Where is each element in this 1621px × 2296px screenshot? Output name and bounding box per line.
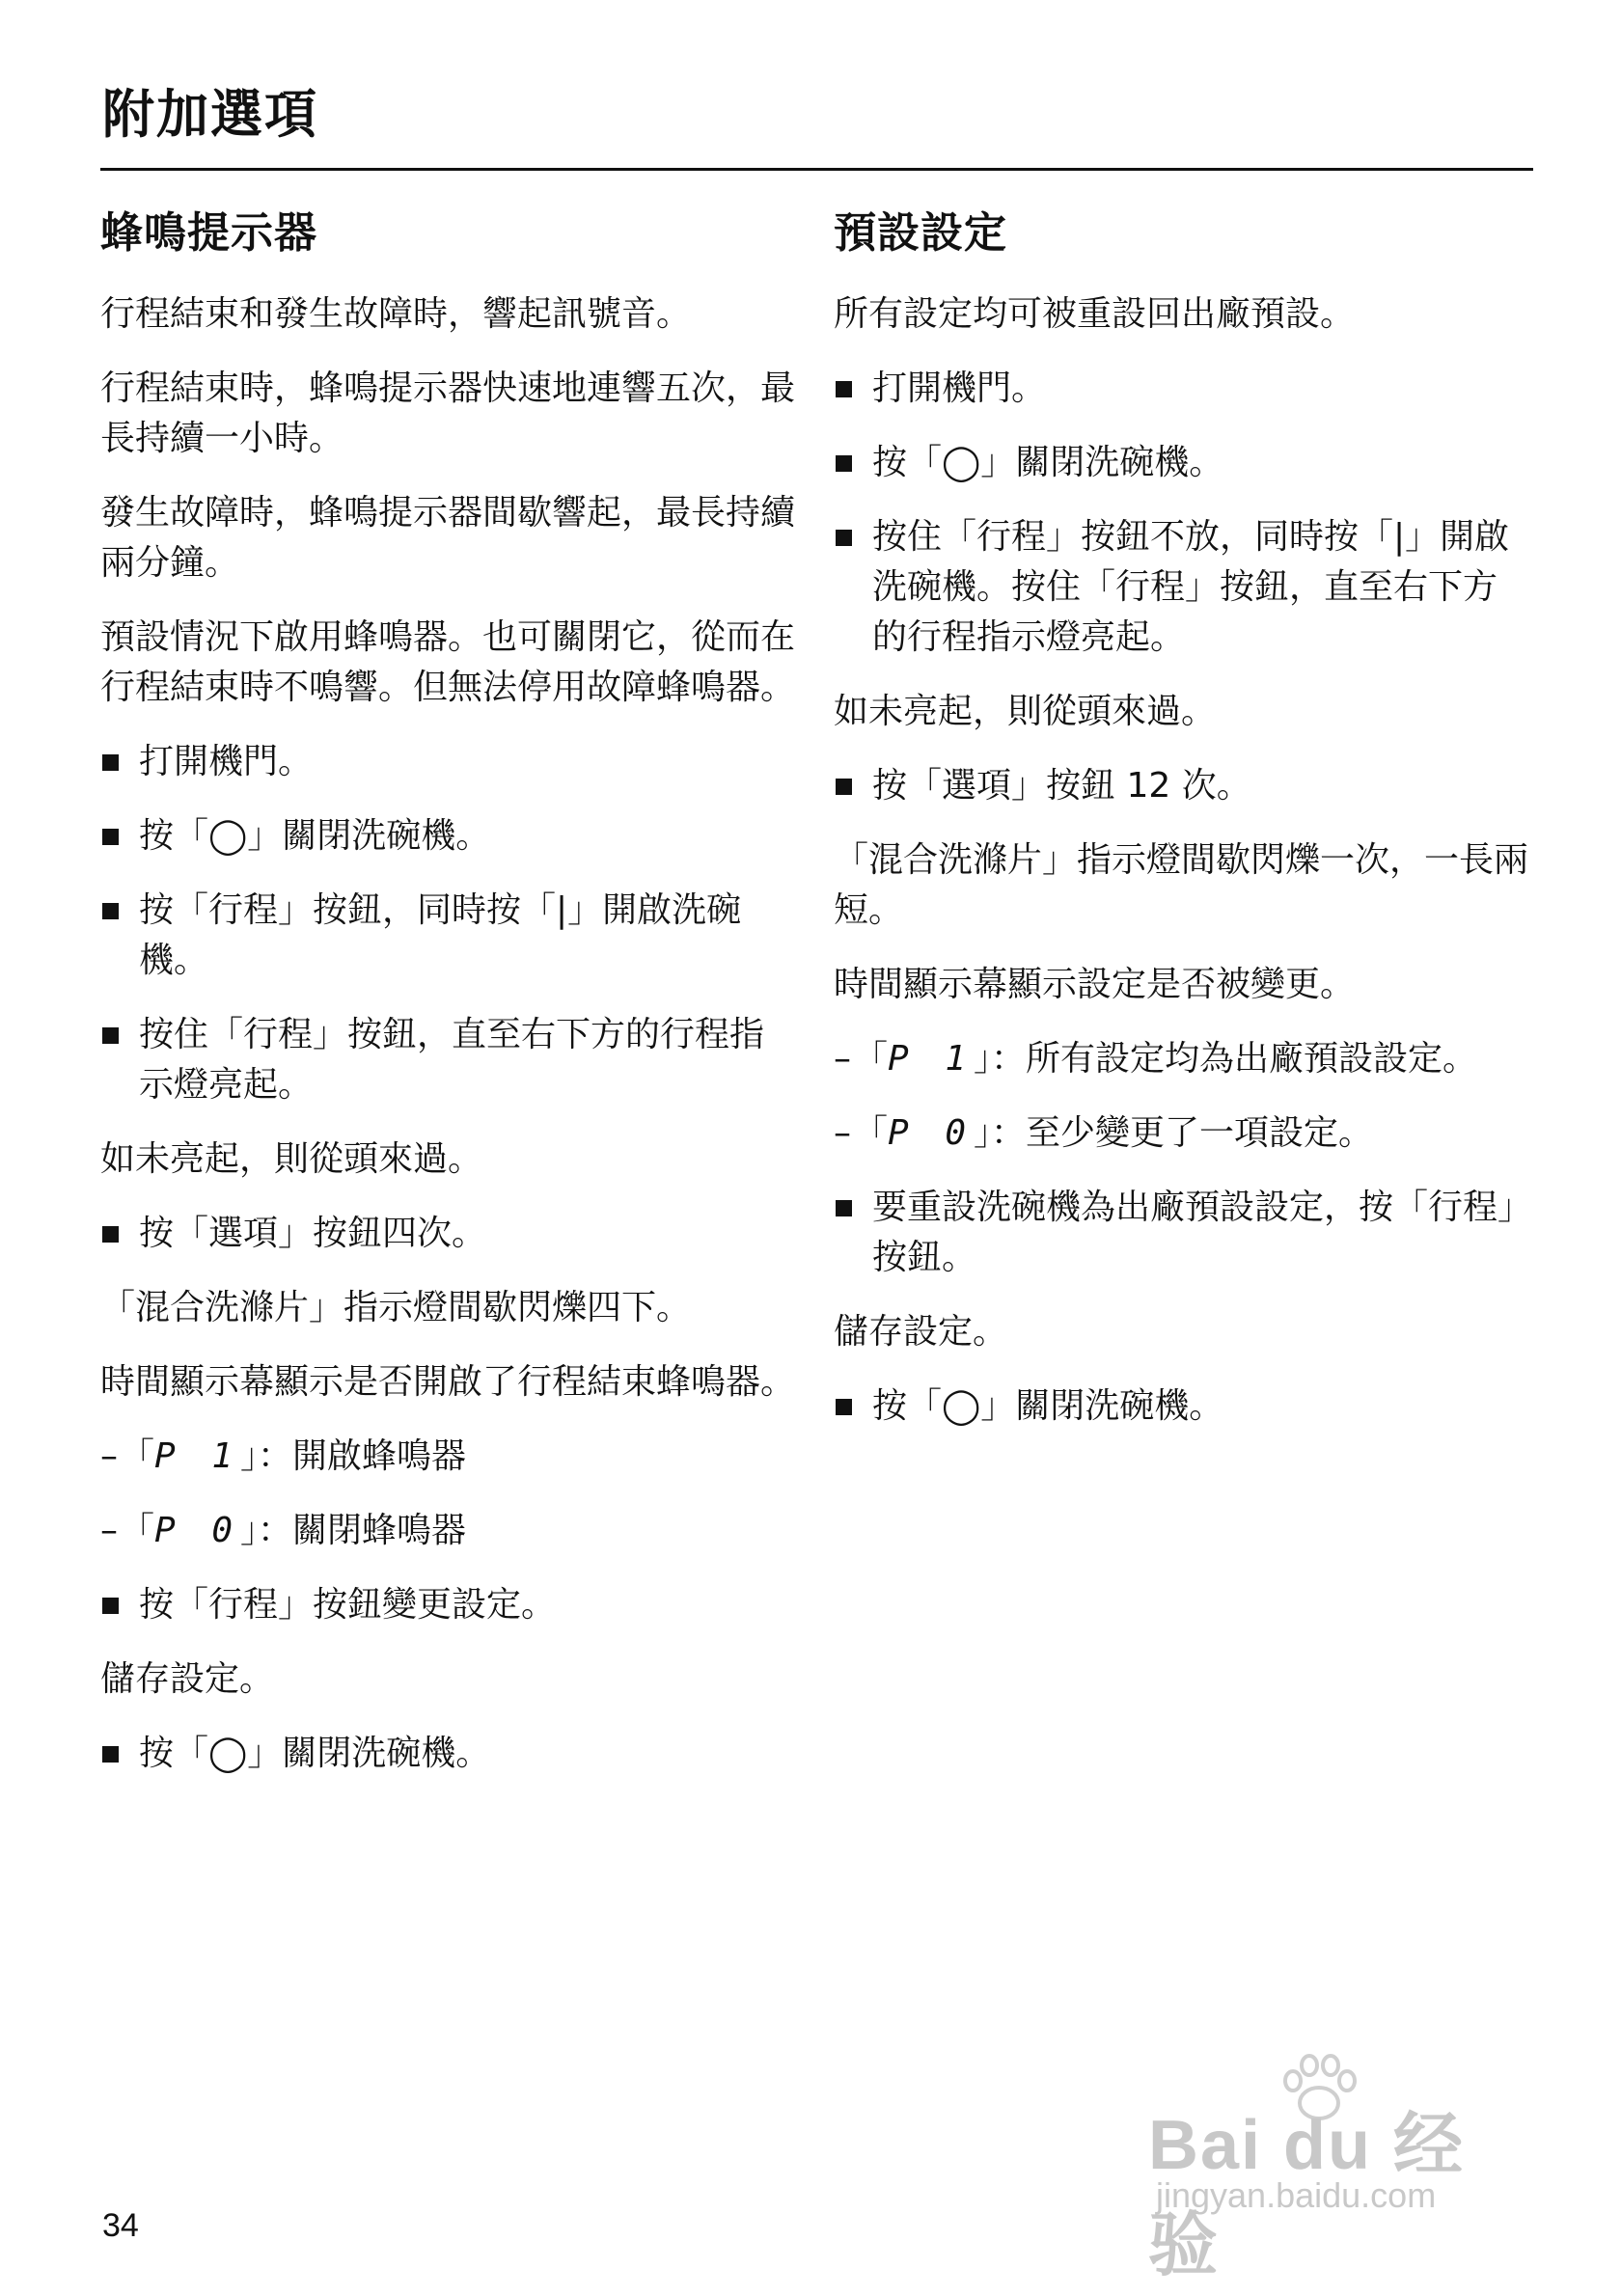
- step-text: 按「◯」關閉洗碗機。: [872, 1386, 1224, 1426]
- instruction-step: [100, 1209, 795, 1259]
- bracket-open: 「: [120, 1436, 155, 1476]
- paragraph: 時間顯示幕顯示設定是否被變更。: [834, 965, 1356, 1004]
- bullet-square-icon: [102, 1746, 119, 1763]
- dash-icon: –: [100, 1511, 118, 1550]
- bullet-square-icon: [836, 1200, 852, 1216]
- page-title: 附加選項: [102, 84, 318, 145]
- instruction-step: [100, 811, 795, 861]
- title-rule: [100, 168, 1533, 171]
- step-text: 按「行程」按鈕，同時按「|」開啟洗碗機。: [139, 890, 742, 980]
- bullet-square-icon: [836, 530, 852, 546]
- bullet-square-icon: [102, 829, 119, 845]
- bullet-square-icon: [102, 1598, 119, 1614]
- bullet-square-icon: [836, 455, 852, 472]
- step-text: 打開機門。: [872, 369, 1047, 408]
- watermark-url: jingyan.baidu.com: [1156, 2175, 1437, 2215]
- display-code: P 1: [154, 1436, 241, 1476]
- dash-icon: –: [834, 1039, 851, 1079]
- display-option-item: [834, 1108, 1528, 1159]
- instruction-step: [100, 1729, 795, 1779]
- instruction-step: [100, 1580, 795, 1630]
- display-code: P 0: [154, 1511, 241, 1550]
- option-description: 」：開啟蜂鳴器: [240, 1436, 467, 1476]
- display-option-item: [100, 1506, 795, 1556]
- instruction-step: [834, 1183, 1528, 1283]
- section-heading-buzzer: 蜂鳴提示器: [100, 208, 317, 258]
- step-text: 按「選項」按鈕 12 次。: [872, 766, 1251, 806]
- paragraph: 預設情況下啟用蜂鳴器。也可關閉它，從而在行程結束時不鳴響。但無法停用故障蜂鳴器。: [100, 617, 796, 707]
- option-description: 」：至少變更了一項設定。: [974, 1113, 1374, 1153]
- step-text: 要重設洗碗機為出廠預設設定，按「行程」按鈕。: [872, 1188, 1516, 1277]
- page-number: 34: [102, 2207, 139, 2244]
- paragraph: 如未亮起，則從頭來過。: [834, 692, 1217, 731]
- bullet-square-icon: [102, 1027, 119, 1044]
- left-blocks: [100, 289, 795, 1779]
- paragraph: 行程結束時，蜂鳴提示器快速地連響五次，最長持續一小時。: [100, 369, 796, 458]
- display-code: P 1: [888, 1039, 975, 1079]
- dash-icon: –: [100, 1436, 118, 1476]
- paragraph: 「混合洗滌片」指示燈間歇閃爍一次，一長兩短。: [834, 840, 1529, 930]
- step-text: 按「◯」關閉洗碗機。: [139, 816, 491, 856]
- instruction-step: [100, 737, 795, 787]
- step-text: 按住「行程」按鈕不放，同時按「|」開啟洗碗機。按住「行程」按鈕，直至右下方的行程指示燈亮起。: [872, 517, 1510, 657]
- bullet-square-icon: [836, 779, 852, 795]
- bracket-open: 「: [120, 1511, 155, 1550]
- bracket-open: 「: [853, 1113, 889, 1153]
- display-option-item: [834, 1034, 1528, 1084]
- display-code: P 0: [888, 1113, 975, 1153]
- right-column: [834, 205, 1528, 1456]
- bullet-square-icon: [102, 754, 119, 771]
- left-column: [100, 205, 795, 1803]
- paragraph: 行程結束和發生故障時，響起訊號音。: [100, 294, 692, 334]
- paragraph: 所有設定均可被重設回出廠預設。: [834, 294, 1356, 334]
- bullet-square-icon: [102, 903, 119, 919]
- instruction-step: [834, 512, 1528, 663]
- paragraph: 「混合洗滌片」指示燈間歇閃爍四下。: [100, 1288, 692, 1327]
- bullet-square-icon: [102, 1226, 119, 1243]
- paragraph: 儲存設定。: [834, 1312, 1008, 1352]
- instruction-step: [100, 1010, 795, 1110]
- step-text: 按「行程」按鈕變更設定。: [139, 1585, 557, 1625]
- display-option-item: [100, 1432, 795, 1482]
- bracket-open: 「: [853, 1039, 889, 1079]
- option-description: 」：關閉蜂鳴器: [240, 1511, 467, 1550]
- watermark-logo-text: Bai du 经验: [1148, 2107, 1466, 2284]
- paragraph: 發生故障時，蜂鳴提示器間歇響起，最長持續兩分鐘。: [100, 493, 796, 583]
- step-text: 打開機門。: [139, 742, 314, 781]
- section-heading-factory-default: 預設設定: [834, 208, 1007, 258]
- step-text: 按住「行程」按鈕，直至右下方的行程指示燈亮起。: [139, 1015, 765, 1105]
- baidu-watermark: [1129, 2050, 1534, 2284]
- step-text: 按「◯」關閉洗碗機。: [872, 443, 1224, 482]
- bullet-square-icon: [836, 381, 852, 397]
- option-description: 」：所有設定均為出廠預設設定。: [974, 1039, 1478, 1079]
- paragraph: 時間顯示幕顯示是否開啟了行程結束蜂鳴器。: [100, 1362, 796, 1402]
- bullet-square-icon: [836, 1399, 852, 1415]
- step-text: 按「選項」按鈕四次。: [139, 1214, 487, 1253]
- instruction-step: [834, 364, 1528, 414]
- dash-icon: –: [834, 1113, 851, 1153]
- instruction-step: [834, 761, 1528, 811]
- instruction-step: [834, 438, 1528, 488]
- paragraph: 儲存設定。: [100, 1659, 275, 1699]
- instruction-step: [834, 1381, 1528, 1432]
- paragraph: 如未亮起，則從頭來過。: [100, 1139, 483, 1179]
- instruction-step: [100, 886, 795, 986]
- step-text: 按「◯」關閉洗碗機。: [139, 1734, 491, 1773]
- right-blocks: [834, 289, 1528, 1432]
